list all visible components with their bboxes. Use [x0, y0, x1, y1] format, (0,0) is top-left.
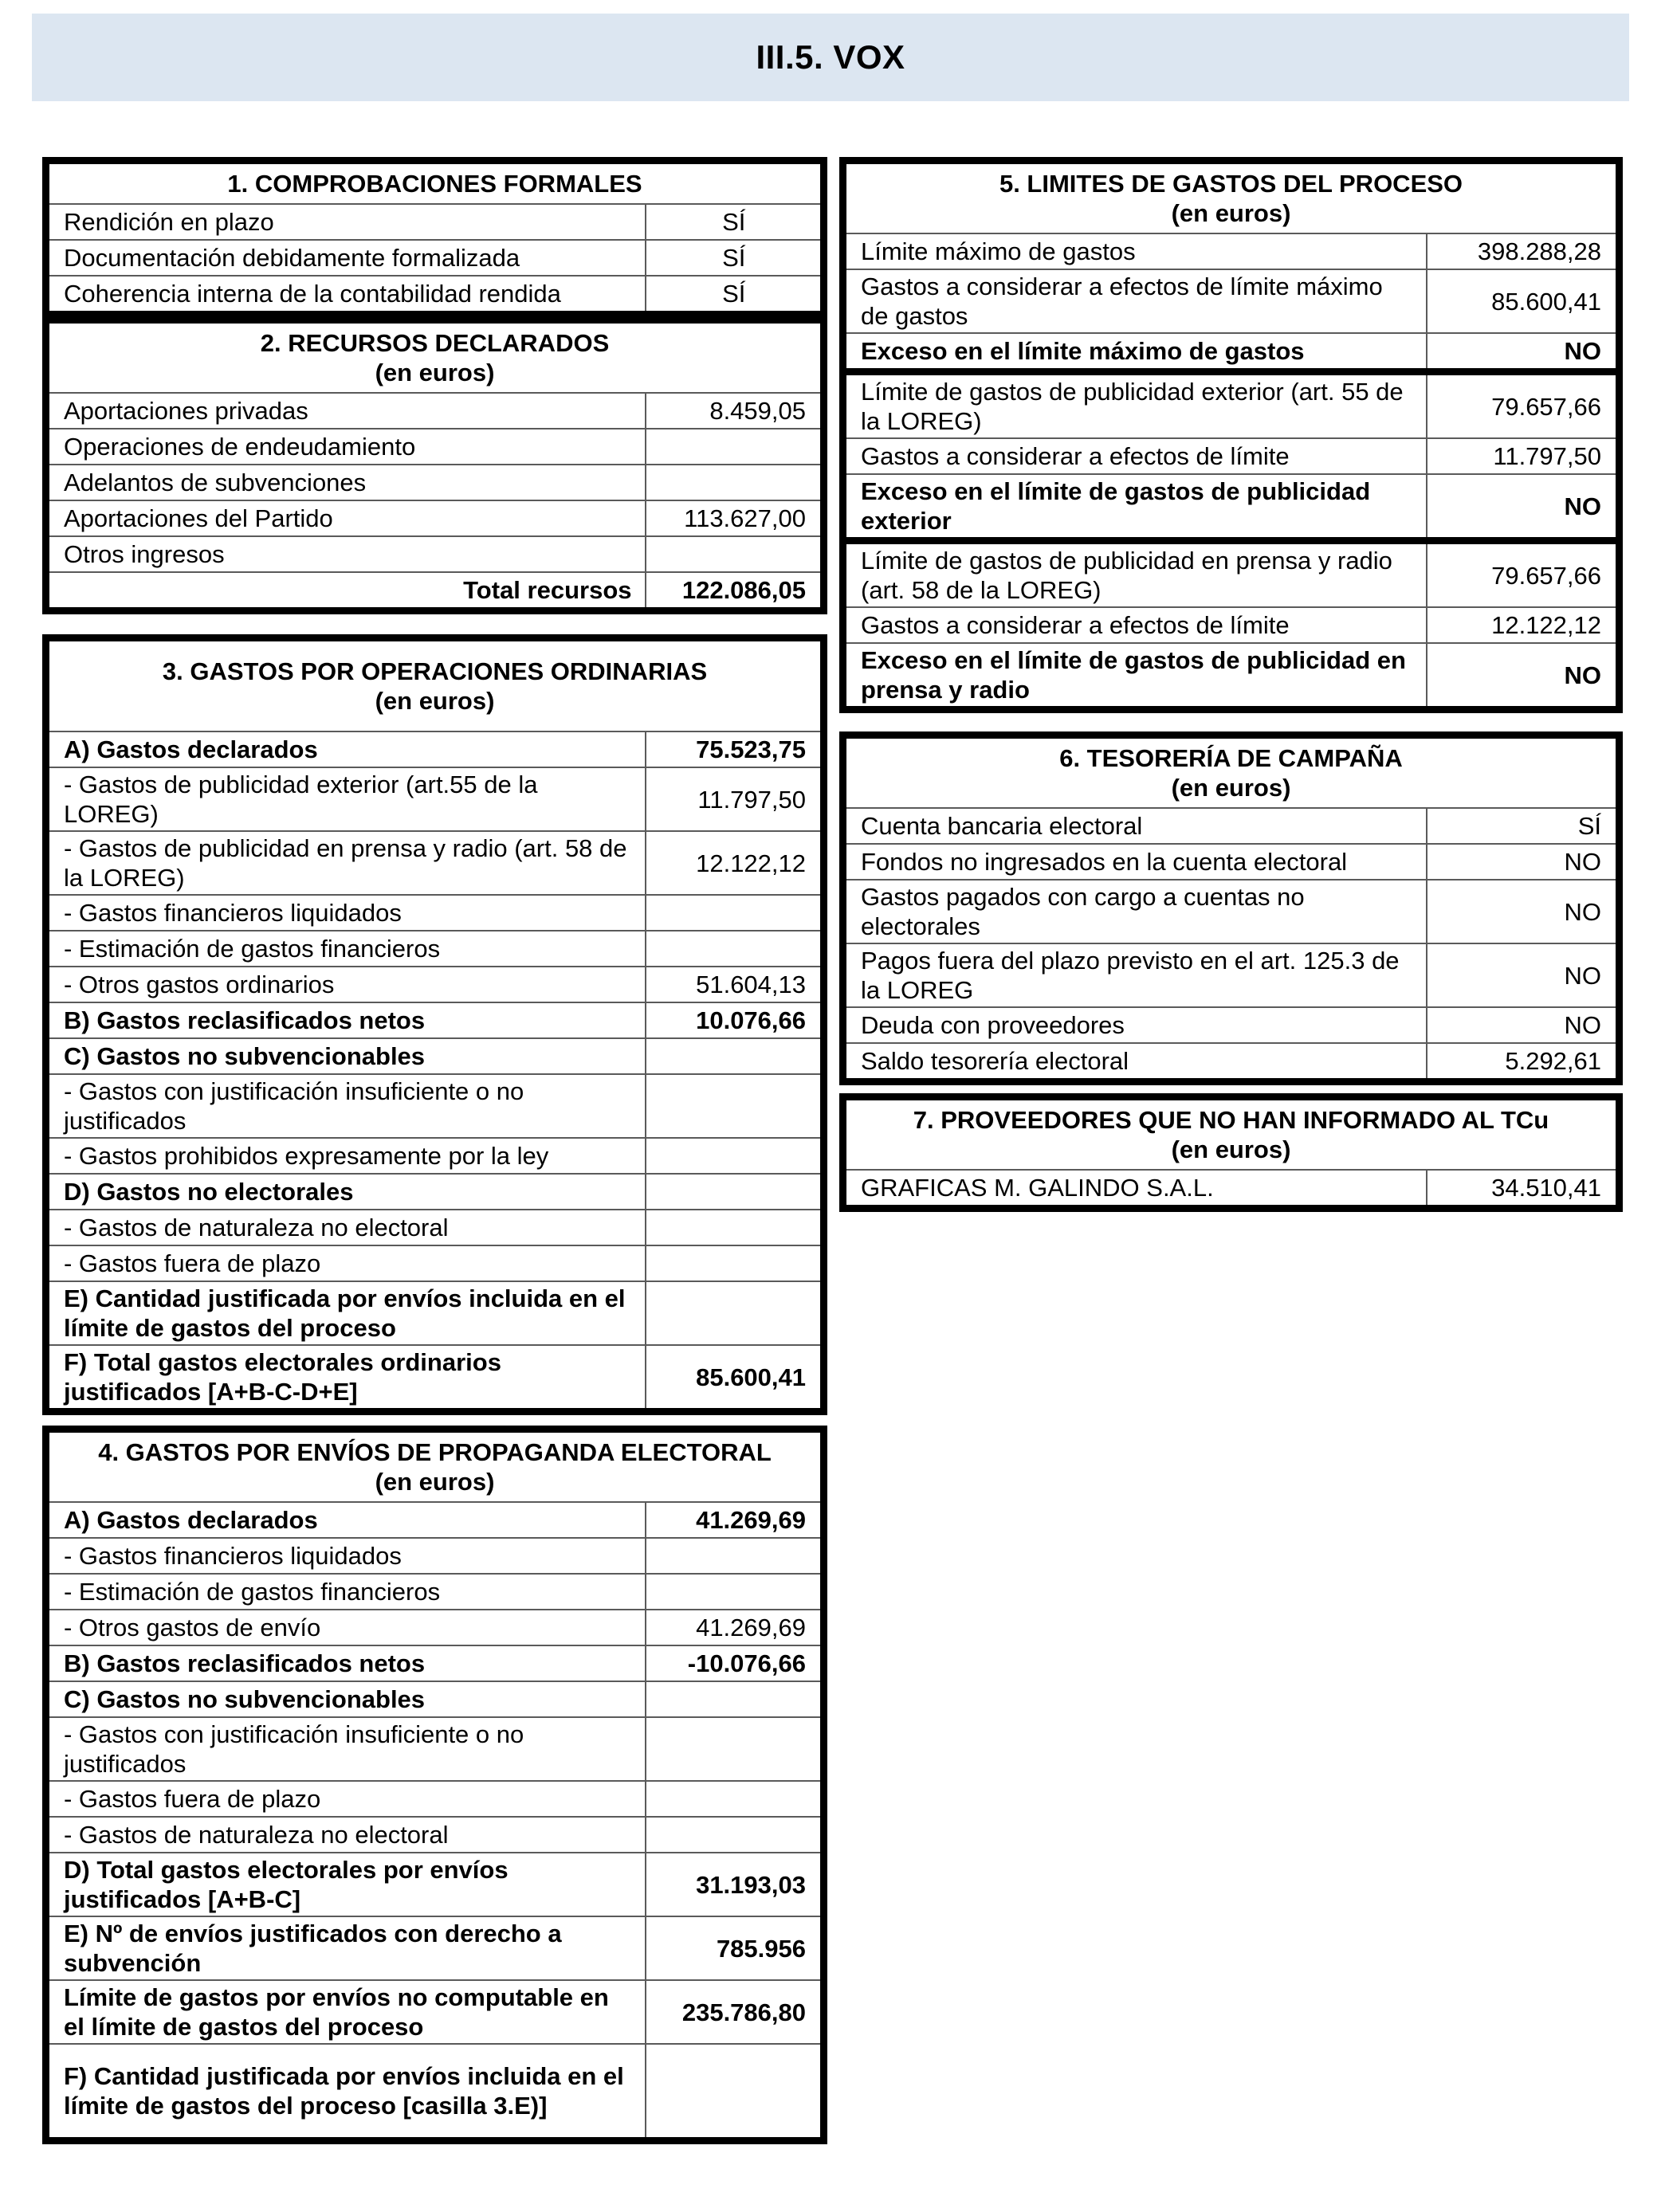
row-value: 8.459,05: [646, 393, 824, 429]
row-value: 235.786,80: [646, 1980, 824, 2044]
row-value: [646, 931, 824, 967]
table-row: [843, 1043, 1620, 1082]
row-value: NO: [1427, 844, 1620, 880]
row-value: 10.076,66: [646, 1002, 824, 1038]
row-label: Otros ingresos: [46, 536, 646, 572]
table-row: [843, 438, 1620, 474]
section-subtitle: (en euros): [375, 359, 495, 386]
row-label: - Gastos financieros liquidados: [46, 895, 646, 931]
row-label: E) Nº de envíos justificados con derecho a subvención: [46, 1916, 646, 1980]
table-row: [46, 1781, 824, 1817]
table-row: [46, 1574, 824, 1610]
table-row: [843, 880, 1620, 943]
row-label: - Estimación de gastos financieros: [46, 1574, 646, 1610]
row-label: A) Gastos declarados: [46, 731, 646, 767]
section-title: 2. RECURSOS DECLARADOS: [260, 329, 610, 357]
table-comprobaciones-formales: [42, 157, 827, 318]
row-value: 34.510,41: [1427, 1170, 1620, 1209]
row-value: NO: [1427, 880, 1620, 943]
row-value: [646, 1681, 824, 1717]
row-label: B) Gastos reclasificados netos: [46, 1002, 646, 1038]
table-row: [46, 895, 824, 931]
row-value: 5.292,61: [1427, 1043, 1620, 1082]
table-row: [46, 767, 824, 831]
section-title: 1. COMPROBACIONES FORMALES: [46, 161, 824, 205]
section-subtitle: (en euros): [375, 687, 495, 715]
row-label: Límite de gastos de publicidad en prensa y radio (art. 58 de la LOREG): [843, 541, 1427, 608]
table-row: [46, 1281, 824, 1345]
table-row: [46, 1345, 824, 1412]
row-label: A) Gastos declarados: [46, 1502, 646, 1538]
table-row: [843, 541, 1620, 608]
row-label: F) Total gastos electorales ordinarios justificados [A+B-C-D+E]: [46, 1345, 646, 1412]
row-value: [646, 536, 824, 572]
row-label: E) Cantidad justificada por envíos incluida en el límite de gastos del proceso: [46, 1281, 646, 1345]
row-label: Aportaciones privadas: [46, 393, 646, 429]
table-row: [843, 1007, 1620, 1043]
row-value: NO: [1427, 943, 1620, 1007]
row-value: 11.797,50: [646, 767, 824, 831]
row-label: - Gastos prohibidos expresamente por la ley: [46, 1138, 646, 1174]
section-subtitle: (en euros): [1171, 199, 1291, 227]
row-value: NO: [1427, 333, 1620, 372]
table-row: [46, 393, 824, 429]
table-row: [46, 931, 824, 967]
table-header: [46, 638, 824, 732]
table-row: [843, 372, 1620, 439]
table-row: [46, 1038, 824, 1074]
row-label: Aportaciones del Partido: [46, 500, 646, 536]
row-label: - Otros gastos ordinarios: [46, 967, 646, 1002]
table-row: [843, 269, 1620, 333]
total-row: [46, 572, 824, 611]
row-value: 113.627,00: [646, 500, 824, 536]
table-row: [46, 1502, 824, 1538]
table-limites-gastos-proceso: [839, 157, 1623, 713]
table-row: [843, 943, 1620, 1007]
row-value: 11.797,50: [1427, 438, 1620, 474]
section-title: 5. LIMITES DE GASTOS DEL PROCESO: [999, 170, 1463, 198]
row-value: 41.269,69: [646, 1610, 824, 1645]
table-row: [46, 1538, 824, 1574]
row-value: 79.657,66: [1427, 541, 1620, 608]
row-value: SÍ: [1427, 808, 1620, 844]
row-value: [646, 1138, 824, 1174]
total-label: Total recursos: [46, 572, 646, 611]
table-tesoreria-campana: [839, 731, 1623, 1085]
row-label: Exceso en el límite de gastos de publicidad exterior: [843, 474, 1427, 541]
row-value: 75.523,75: [646, 731, 824, 767]
table-row: [46, 2044, 824, 2141]
row-value: -10.076,66: [646, 1645, 824, 1681]
row-label: B) Gastos reclasificados netos: [46, 1645, 646, 1681]
table-proveedores-no-informado: [839, 1093, 1623, 1212]
section-subtitle: (en euros): [375, 1468, 495, 1496]
row-label: - Gastos de naturaleza no electoral: [46, 1210, 646, 1245]
section-subtitle: (en euros): [1171, 1135, 1291, 1163]
row-value: [646, 895, 824, 931]
table-row: [46, 1980, 824, 2044]
table-row: [46, 1717, 824, 1781]
row-value: 85.600,41: [646, 1345, 824, 1412]
row-label: - Gastos de publicidad exterior (art.55 de la LOREG): [46, 767, 646, 831]
row-value: 31.193,03: [646, 1853, 824, 1916]
row-label: - Otros gastos de envío: [46, 1610, 646, 1645]
table-row: [46, 831, 824, 895]
table-header: [46, 1430, 824, 1503]
row-label: Documentación debidamente formalizada: [46, 240, 646, 276]
table-row: [46, 1817, 824, 1853]
row-label: Límite de gastos por envíos no computable en el límite de gastos del proceso: [46, 1980, 646, 2044]
table-row: [843, 474, 1620, 541]
table-row: [46, 1174, 824, 1210]
row-value: NO: [1427, 1007, 1620, 1043]
row-value: [646, 2044, 824, 2141]
row-label: Gastos a considerar a efectos de límite: [843, 438, 1427, 474]
row-label: GRAFICAS M. GALINDO S.A.L.: [843, 1170, 1427, 1209]
row-label: Gastos a considerar a efectos de límite: [843, 607, 1427, 643]
section-title: 7. PROVEEDORES QUE NO HAN INFORMADO AL TCu: [913, 1106, 1549, 1134]
row-value: [646, 465, 824, 500]
table-recursos-declarados: [42, 316, 827, 614]
table-row: [46, 967, 824, 1002]
row-value: [646, 1038, 824, 1074]
table-header: [843, 1097, 1620, 1171]
table-row: [46, 204, 824, 240]
row-value: 12.122,12: [1427, 607, 1620, 643]
row-value: [646, 1781, 824, 1817]
table-row: [46, 1916, 824, 1980]
table-row: [843, 233, 1620, 269]
row-label: Rendición en plazo: [46, 204, 646, 240]
section-title: 6. TESORERÍA DE CAMPAÑA: [1059, 744, 1403, 772]
row-label: - Gastos fuera de plazo: [46, 1781, 646, 1817]
row-label: Gastos a considerar a efectos de límite máximo de gastos: [843, 269, 1427, 333]
table-row: [46, 731, 824, 767]
table-row: [46, 1002, 824, 1038]
row-label: Límite máximo de gastos: [843, 233, 1427, 269]
table-header: [46, 161, 824, 205]
table-row: [843, 607, 1620, 643]
row-label: C) Gastos no subvencionables: [46, 1681, 646, 1717]
table-header: [843, 735, 1620, 809]
row-value: 398.288,28: [1427, 233, 1620, 269]
row-label: - Estimación de gastos financieros: [46, 931, 646, 967]
row-label: C) Gastos no subvencionables: [46, 1038, 646, 1074]
row-value: NO: [1427, 643, 1620, 710]
row-value: [646, 1538, 824, 1574]
row-label: Límite de gastos de publicidad exterior (art. 55 de la LOREG): [843, 372, 1427, 439]
row-value: [646, 1074, 824, 1138]
table-row: [46, 1681, 824, 1717]
row-value: 79.657,66: [1427, 372, 1620, 439]
table-row: [46, 1645, 824, 1681]
table-row: [46, 465, 824, 500]
row-value: [646, 1245, 824, 1281]
table-row: [46, 1853, 824, 1916]
table-row: [46, 1138, 824, 1174]
row-label: F) Cantidad justificada por envíos incluida en el límite de gastos del proceso [casilla 3.E)]: [46, 2044, 646, 2141]
row-value: [646, 429, 824, 465]
table-row: [843, 333, 1620, 372]
table-row: [46, 1610, 824, 1645]
table-row: [46, 1074, 824, 1138]
row-label: Operaciones de endeudamiento: [46, 429, 646, 465]
table-row: [46, 276, 824, 315]
row-label: - Gastos fuera de plazo: [46, 1245, 646, 1281]
table-row: [46, 429, 824, 465]
row-value: [646, 1281, 824, 1345]
row-value: 785.956: [646, 1916, 824, 1980]
row-label: Pagos fuera del plazo previsto en el art. 125.3 de la LOREG: [843, 943, 1427, 1007]
total-value: 122.086,05: [646, 572, 824, 611]
table-header: [46, 320, 824, 394]
row-label: Fondos no ingresados en la cuenta electoral: [843, 844, 1427, 880]
row-label: Cuenta bancaria electoral: [843, 808, 1427, 844]
row-label: - Gastos con justificación insuficiente o no justificados: [46, 1717, 646, 1781]
row-value: SÍ: [646, 276, 824, 315]
table-row: [843, 808, 1620, 844]
row-label: - Gastos de naturaleza no electoral: [46, 1817, 646, 1853]
table-gastos-operaciones-ordinarias: [42, 634, 827, 1415]
row-label: Exceso en el límite de gastos de publicidad en prensa y radio: [843, 643, 1427, 710]
row-label: D) Total gastos electorales por envíos justificados [A+B-C]: [46, 1853, 646, 1916]
table-row: [46, 240, 824, 276]
row-value: [646, 1174, 824, 1210]
row-label: Adelantos de subvenciones: [46, 465, 646, 500]
row-value: 85.600,41: [1427, 269, 1620, 333]
page-title: III.5. VOX: [756, 38, 905, 76]
row-label: Coherencia interna de la contabilidad rendida: [46, 276, 646, 315]
table-gastos-envios-propaganda: [42, 1426, 827, 2144]
row-value: [646, 1717, 824, 1781]
table-row: [46, 536, 824, 572]
section-subtitle: (en euros): [1171, 774, 1291, 802]
row-value: 51.604,13: [646, 967, 824, 1002]
row-value: [646, 1817, 824, 1853]
row-value: 41.269,69: [646, 1502, 824, 1538]
table-header: [843, 161, 1620, 234]
row-label: D) Gastos no electorales: [46, 1174, 646, 1210]
row-value: NO: [1427, 474, 1620, 541]
row-value: SÍ: [646, 240, 824, 276]
row-label: - Gastos de publicidad en prensa y radio (art. 58 de la LOREG): [46, 831, 646, 895]
row-value: [646, 1574, 824, 1610]
row-label: Saldo tesorería electoral: [843, 1043, 1427, 1082]
row-label: - Gastos financieros liquidados: [46, 1538, 646, 1574]
table-row: [843, 1170, 1620, 1209]
table-row: [46, 1245, 824, 1281]
row-label: Exceso en el límite máximo de gastos: [843, 333, 1427, 372]
row-label: - Gastos con justificación insuficiente o no justificados: [46, 1074, 646, 1138]
table-row: [843, 643, 1620, 710]
table-row: [46, 500, 824, 536]
section-title: 4. GASTOS POR ENVÍOS DE PROPAGANDA ELECTORAL: [98, 1438, 772, 1466]
row-label: Gastos pagados con cargo a cuentas no electorales: [843, 880, 1427, 943]
row-value: [646, 1210, 824, 1245]
section-title: 3. GASTOS POR OPERACIONES ORDINARIAS: [162, 657, 708, 685]
row-label: Deuda con proveedores: [843, 1007, 1427, 1043]
table-row: [843, 844, 1620, 880]
page-title-band: [32, 14, 1629, 101]
row-value: 12.122,12: [646, 831, 824, 895]
table-row: [46, 1210, 824, 1245]
row-value: SÍ: [646, 204, 824, 240]
